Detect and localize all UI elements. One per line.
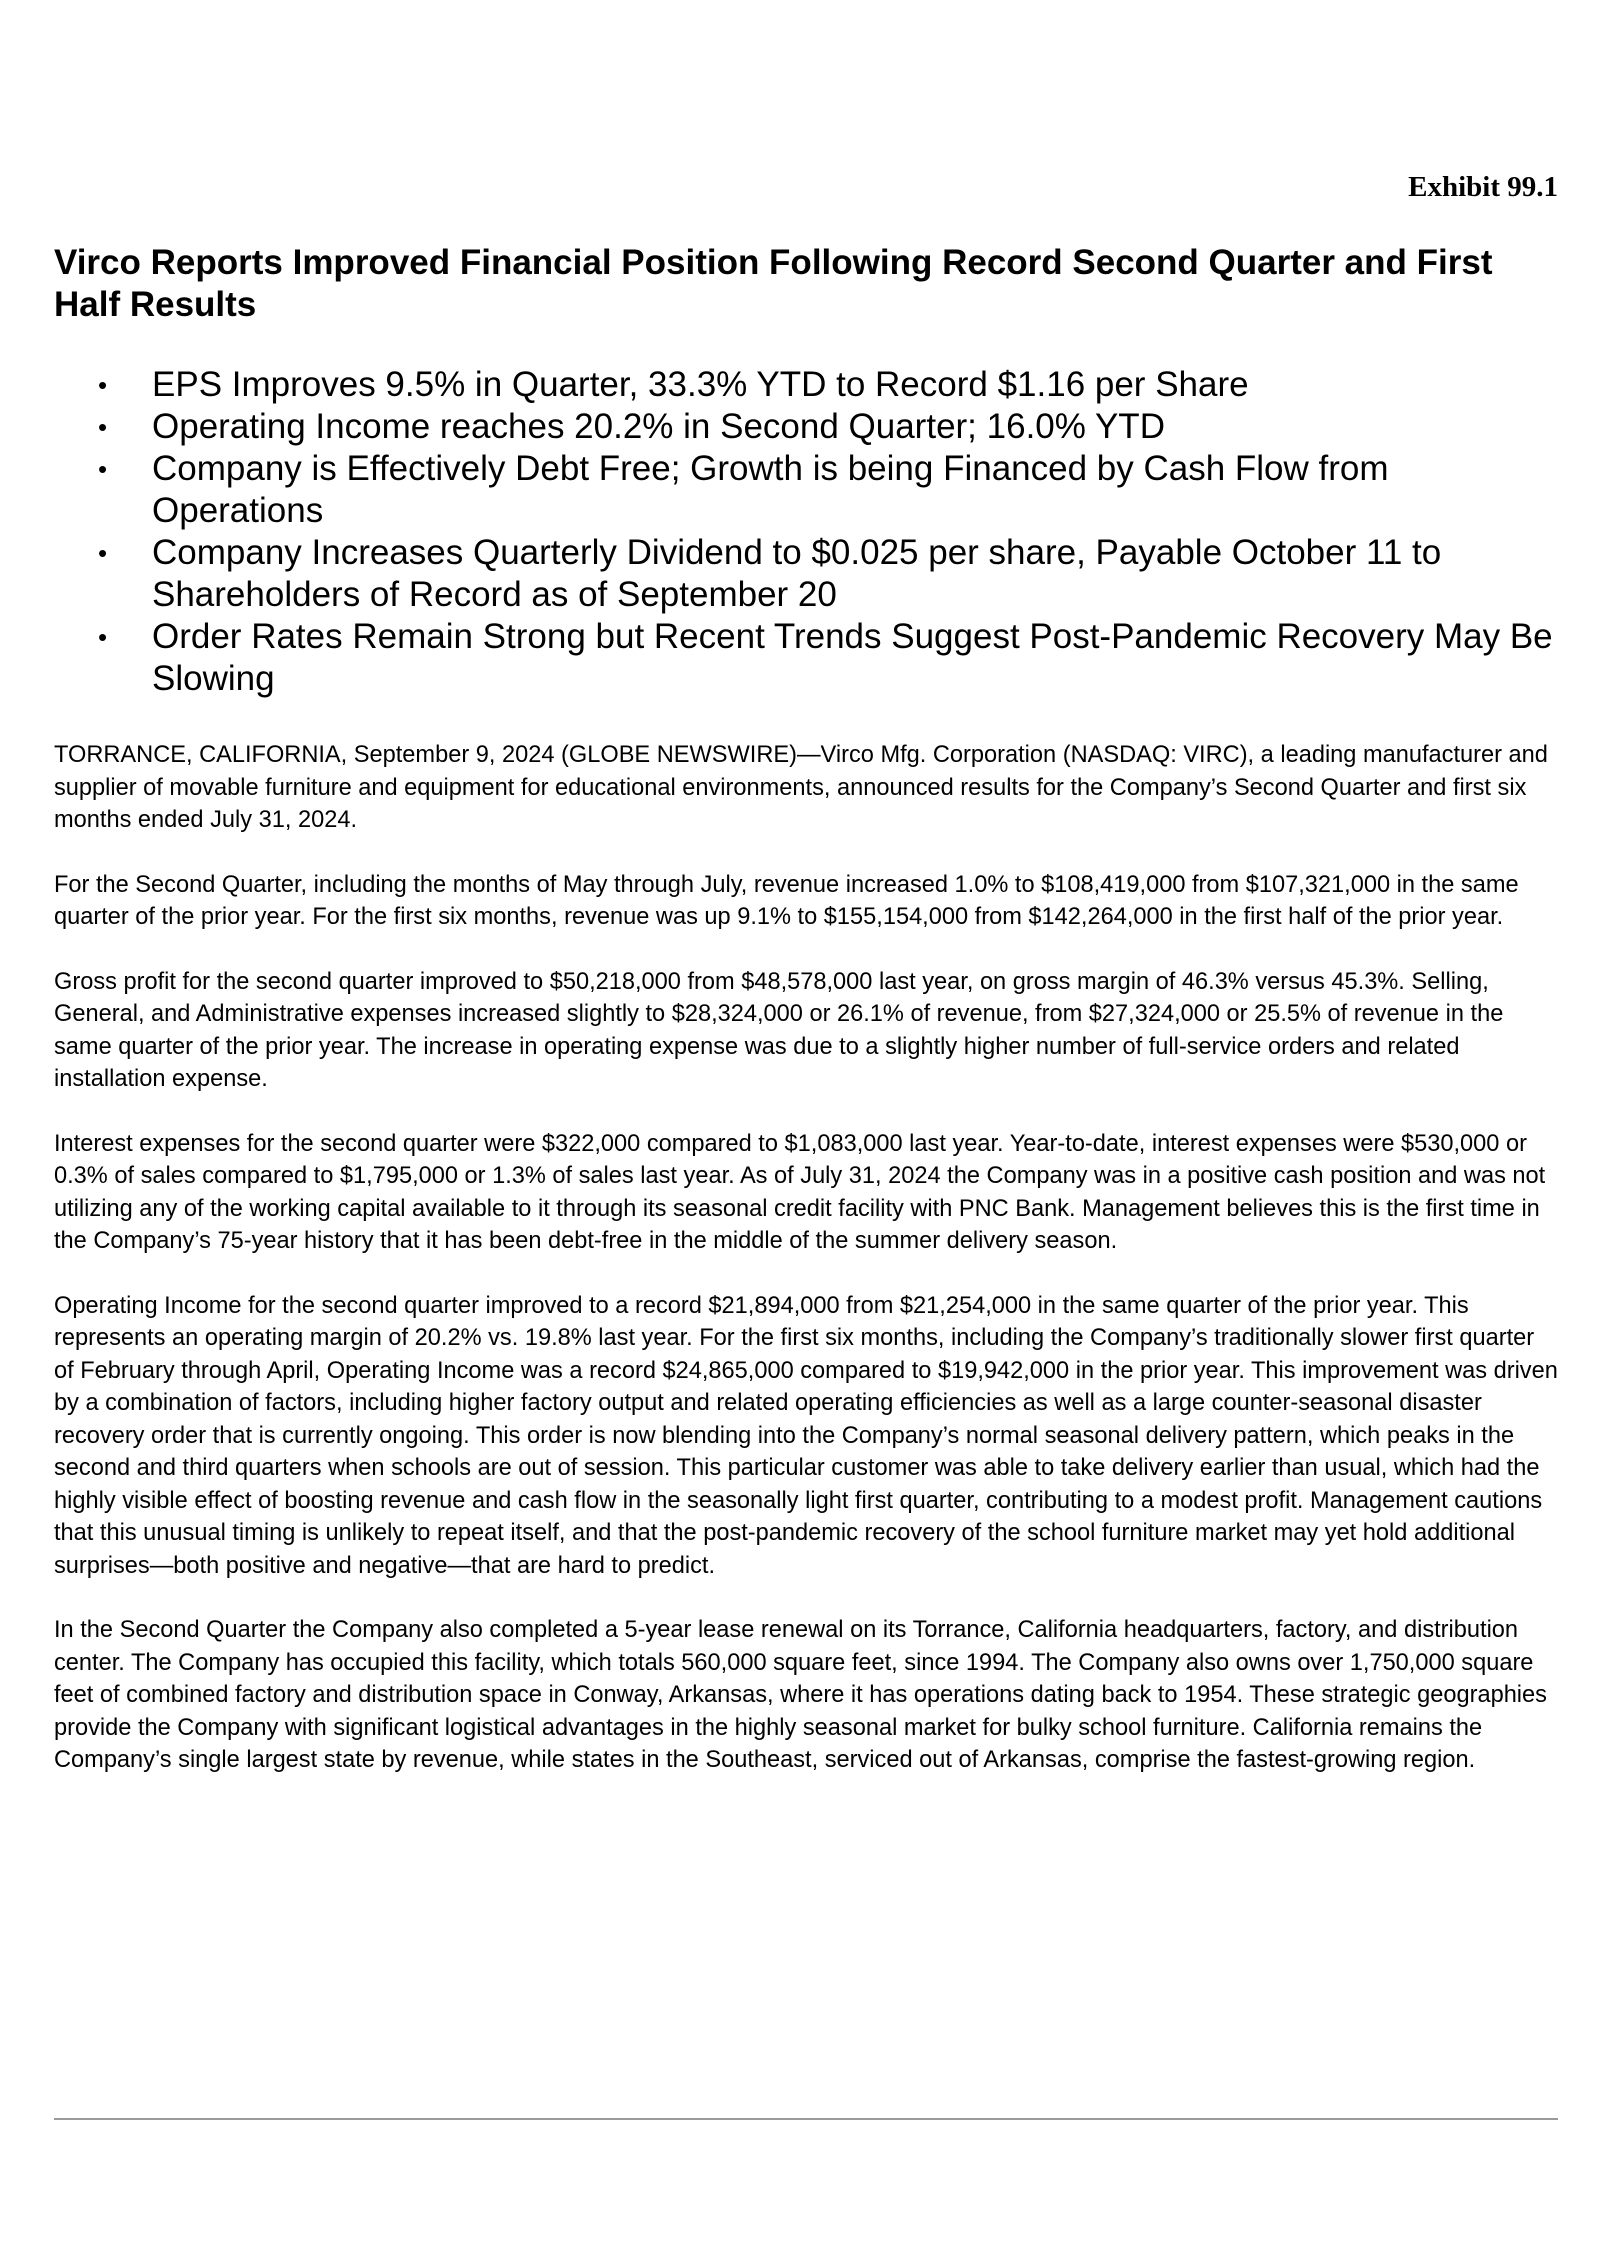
highlight-text: EPS Improves 9.5% in Quarter, 33.3% YTD to Record $1.16 per Share: [152, 365, 1249, 404]
highlight-item: [54, 448, 1558, 532]
bullet-icon: •: [98, 622, 108, 652]
operating-income-paragraph: Operating Income for the second quarter improved to a record $21,894,000 from $21,254,000 in the same quarter of the prior year. This represents an operating margin of 20.2% vs. 19.8% last year. For the first six months, including the Company’s traditionally slower first quarter of February through April, Operating Income was a record $24,865,000 compared to $19,942,000 in the prior year. This improvement was driven by a combination of factors, including higher factory output and related operating efficiencies as well as a large counter-seasonal disaster recovery order that is currently ongoing. This order is now blending into the Company’s normal seasonal delivery pattern, which peaks in the second and third quarters when schools are out of session. This particular customer was able to take delivery earlier than usual, which had the highly visible effect of boosting revenue and cash flow in the seasonally light first quarter, contributing to a modest profit. Management cautions that this unusual timing is unlikely to repeat itself, and that the post-pandemic recovery of the school furniture market may yet hold additional surprises—both positive and negative—that are hard to predict.: [54, 1292, 1558, 1579]
bullet-icon: •: [98, 454, 108, 484]
highlight-item: [54, 406, 1558, 448]
bullet-icon: •: [98, 370, 108, 400]
highlight-text: Operating Income reaches 20.2% in Second Quarter; 16.0% YTD: [152, 407, 1165, 446]
highlights-list: [54, 364, 1558, 700]
press-release-body: [54, 739, 1558, 1809]
gross-profit-paragraph: Gross profit for the second quarter improved to $50,218,000 from $48,578,000 last year, on gross margin of 46.3% versus 45.3%. Selling, General, and Administrative expenses increased slightly to $28,324,000 or 26.1% of revenue, from $27,324,000 or 25.5% of revenue in the same quarter of the prior year. The increase in operating expense was due to a slightly higher number of full-service orders and related installation expense.: [54, 968, 1504, 1092]
bullet-icon: •: [98, 538, 108, 568]
exhibit-label: Exhibit 99.1: [1408, 171, 1558, 203]
document-page: [54, 0, 1558, 2263]
dateline-paragraph: TORRANCE, CALIFORNIA, September 9, 2024 (GLOBE NEWSWIRE)—Virco Mfg. Corporation (NASDAQ: VIRC), a leading manufacturer and supplier of movable furniture and equipment for educational environments, announced results for the Company’s Second Quarter and first six months ended July 31, 2024.: [54, 742, 1548, 833]
page-divider: [54, 2118, 1558, 2120]
headline: Virco Reports Improved Financial Position Following Record Second Quarter and First Half Results: [54, 243, 1493, 324]
highlight-text: Order Rates Remain Strong but Recent Trends Suggest Post-Pandemic Recovery May Be Slowing: [152, 617, 1553, 698]
interest-expense-paragraph: Interest expenses for the second quarter were $322,000 compared to $1,083,000 last year. Year-to-date, interest expenses were $530,000 or 0.3% of sales compared to $1,795,000 or 1.3% of sales last year. As of July 31, 2024 the Company was in a positive cash position and was not utilizing any of the working capital available to it through its seasonal credit facility with PNC Bank. Management believes this is the first time in the Company’s 75-year history that it has been debt-free in the middle of the summer delivery season.: [54, 1130, 1546, 1254]
highlight-text: Company is Effectively Debt Free; Growth is being Financed by Cash Flow from Operations: [152, 449, 1389, 530]
highlight-item: [54, 616, 1558, 700]
highlight-item: [54, 364, 1558, 406]
revenue-paragraph: For the Second Quarter, including the months of May through July, revenue increased 1.0% to $108,419,000 from $107,321,000 in the same quarter of the prior year. For the first six months, revenue was up 9.1% to $155,154,000 from $142,264,000 in the first half of the prior year.: [54, 871, 1519, 930]
lease-renewal-paragraph: In the Second Quarter the Company also completed a 5-year lease renewal on its Torrance, California headquarters, factory, and distribution center. The Company has occupied this facility, which totals 560,000 square feet, since 1994. The Company also owns over 1,750,000 square feet of combined factory and distribution space in Conway, Arkansas, where it has operations dating back to 1954. These strategic geographies provide the Company with significant logistical advantages in the highly seasonal market for bulky school furniture. California remains the Company’s single largest state by revenue, while states in the Southeast, serviced out of Arkansas, comprise the fastest-growing region.: [54, 1617, 1547, 1773]
highlight-text: Company Increases Quarterly Dividend to $0.025 per share, Payable October 11 to Shareholders of Record as of September 20: [152, 533, 1442, 614]
highlight-item: [54, 532, 1558, 616]
bullet-icon: •: [98, 412, 108, 442]
